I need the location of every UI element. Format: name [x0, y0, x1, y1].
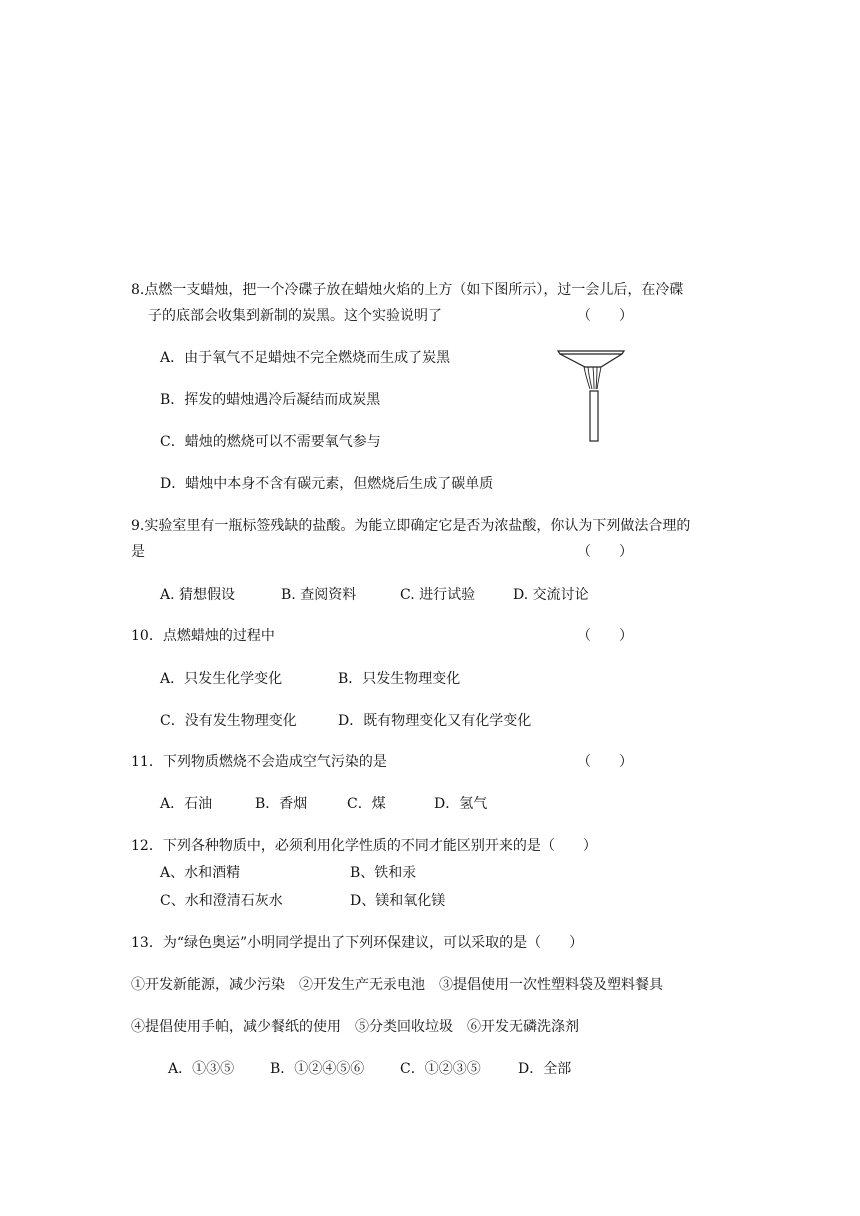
q9-stem-line1: 9.实验室里有一瓶标签残缺的盐酸。为能立即确定它是否为浓盐酸，你认为下列做法合理的	[131, 518, 691, 534]
q11-option-a: A．石油	[160, 796, 213, 812]
q12-option-b: B、铁和汞	[350, 865, 417, 881]
q9-option-c: C. 进行试验	[400, 587, 476, 603]
flame-soot-lines	[584, 367, 601, 389]
q13-option-b: B．①②④⑤⑥	[270, 1061, 365, 1077]
q12-option-c: C、水和澄清石灰水	[160, 893, 283, 909]
q13-option-a: A．①③⑤	[168, 1061, 235, 1077]
q10-answer-paren: （ ）	[577, 628, 633, 644]
q11-stem: 11．下列物质燃烧不会造成空气污染的是	[131, 754, 387, 770]
q8-option-a: A．由于氧气不足蜡烛不完全燃烧而生成了炭黑	[160, 350, 451, 366]
q9-stem-line2: 是	[131, 544, 145, 560]
q13-option-c: C．①②③⑤	[400, 1061, 481, 1077]
q11-answer-paren: （ ）	[577, 754, 633, 770]
q9-option-b: B. 查阅资料	[281, 587, 357, 603]
q8-answer-paren: （ ）	[577, 308, 633, 324]
q10-stem: 10．点燃蜡烛的过程中	[131, 628, 275, 644]
q11-option-d: D．氢气	[434, 796, 488, 812]
q11-option-b: B．香烟	[255, 796, 308, 812]
q12-stem: 12．下列各种物质中，必须利用化学性质的不同才能区别开来的是（ ）	[131, 838, 597, 854]
q9-option-d: D. 交流讨论	[513, 587, 589, 603]
q8-stem-line2: 子的底部会收集到新制的炭黑。这个实验说明了	[148, 308, 442, 324]
q13-suggestions-line1: ①开发新能源，减少污染 ②开发生产无汞电池 ③提倡使用一次性塑料袋及塑料餐具	[131, 977, 663, 993]
candle-dish-figure	[555, 345, 630, 445]
q12-option-d: D、镁和氧化镁	[350, 893, 446, 909]
q8-option-d: D．蜡烛中本身不含有碳元素，但燃烧后生成了碳单质	[160, 476, 494, 492]
candle-body	[590, 391, 598, 441]
q8-option-b: B．挥发的蜡烛遇冷后凝结而成炭黑	[160, 392, 381, 408]
q11-option-c: C．煤	[347, 796, 386, 812]
q12-option-a: A、水和酒精	[160, 865, 241, 881]
q9-option-a: A. 猜想假设	[160, 587, 236, 603]
cold-dish-rim	[558, 351, 624, 354]
q9-answer-paren: （ ）	[577, 544, 633, 560]
q8-stem-line1: 8.点燃一支蜡烛，把一个冷碟子放在蜡烛火焰的上方（如下图所示），过一会儿后，在冷碟	[131, 282, 684, 298]
q8-option-c: C．蜡烛的燃烧可以不需要氧气参与	[160, 434, 381, 450]
q13-suggestions-line2: ④提倡使用手帕，减少餐纸的使用 ⑤分类回收垃圾 ⑥开发无磷洗涤剂	[131, 1019, 579, 1035]
q13-option-d: D．全部	[518, 1061, 572, 1077]
q10-option-c: C．没有发生物理变化	[160, 713, 297, 729]
cold-dish-bowl	[560, 354, 622, 367]
q10-option-b: B．只发生物理变化	[338, 671, 461, 687]
q13-stem: 13．为“绿色奥运”小明同学提出了下列环保建议，可以采取的是（ ）	[131, 935, 584, 951]
q10-option-a: A．只发生化学变化	[160, 671, 283, 687]
q10-option-d: D．既有物理变化又有化学变化	[338, 713, 532, 729]
